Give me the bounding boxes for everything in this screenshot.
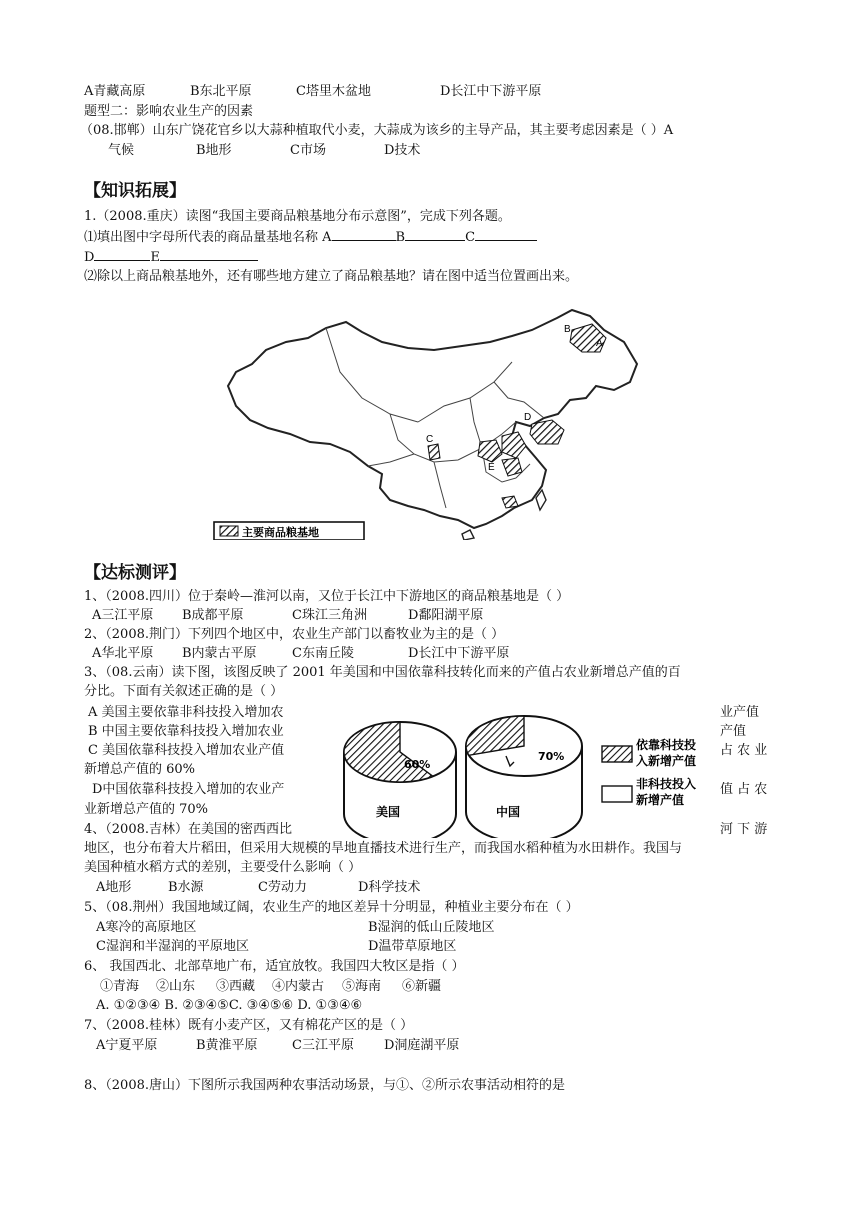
question-4-choices bbox=[96, 879, 420, 897]
answer-blank-d[interactable] bbox=[94, 248, 150, 261]
question-6-choices: A. ①②③④ B. ②③④⑤C. ③④⑤⑥ D. ①③④⑥ bbox=[96, 998, 363, 1013]
answer-blank-b[interactable] bbox=[405, 228, 465, 241]
question-8: 8、（2008.唐山）下图所示我国两种农事活动场景，与①、②所示农事活动相符的是 bbox=[84, 1078, 565, 1093]
ext-question-1a-cont bbox=[84, 248, 258, 267]
china-grain-base-map bbox=[212, 302, 662, 540]
choice: C东南丘陵 bbox=[292, 646, 354, 661]
q3-option-b-end: 产值 bbox=[720, 724, 747, 739]
question-3-line1: 3、（08.云南）读下图，该图反映了 2001 年美国和中国依靠科技转化而来的产值占农业新增总产值的百 bbox=[84, 665, 681, 680]
item: ①青海 bbox=[100, 979, 140, 994]
type2-choices bbox=[108, 142, 420, 160]
choice: A宁夏平原 bbox=[96, 1038, 158, 1053]
choice: B水源 bbox=[168, 880, 204, 895]
map-label-e: E bbox=[488, 462, 495, 473]
usa-label: 美国 bbox=[376, 805, 401, 819]
question-2-choices bbox=[92, 645, 509, 663]
q1a-prefix: ⑴填出图中字母所代表的商品量基地名称 A bbox=[84, 230, 332, 245]
choice: D鄱阳湖平原 bbox=[408, 608, 484, 623]
q3-option-d: D中国依靠科技投入增加的农业产 bbox=[92, 782, 285, 797]
choice: D长江中下游平原 bbox=[408, 646, 510, 661]
usa-cylinder bbox=[344, 722, 456, 838]
question-6-items bbox=[100, 978, 441, 996]
ext-question-1b: ⑵除以上商品粮基地外，还有哪些地方建立了商品粮基地？请在图中适当位置画出来。 bbox=[84, 269, 579, 284]
choice: B成都平原 bbox=[182, 608, 244, 623]
q1a-label-e: E bbox=[150, 250, 160, 265]
answer-blank-c[interactable] bbox=[475, 228, 537, 241]
question-1: 1、（2008.四川）位于秦岭—淮河以南，又位于长江中下游地区的商品粮基地是（ ） bbox=[84, 589, 570, 604]
question-4-line1-end: 河 下 游 bbox=[720, 822, 768, 837]
item: ②山东 bbox=[156, 979, 196, 994]
q3-option-c-end: 占 农 业 bbox=[720, 743, 768, 758]
type2-title: 题型二：影响农业生产的因素 bbox=[84, 104, 254, 119]
choice: D洞庭湖平原 bbox=[384, 1038, 460, 1053]
q3-option-a-end: 业产值 bbox=[720, 705, 760, 720]
q5-option-a: A寒冷的高原地区 bbox=[96, 920, 197, 935]
base-area-e-2 bbox=[502, 458, 522, 476]
choice: C珠江三角洲 bbox=[292, 608, 367, 623]
legend-tech-line1: 依靠科技投 bbox=[636, 738, 697, 752]
legend-non-line1: 非科技投入 bbox=[636, 777, 697, 791]
choice: B黄淮平原 bbox=[196, 1038, 258, 1053]
choices-line bbox=[84, 83, 541, 101]
choice: 气候 bbox=[108, 143, 135, 158]
section-heading-extension: 【知识拓展】 bbox=[84, 181, 186, 201]
china-percent-label: 70% bbox=[538, 750, 565, 763]
item: ④内蒙古 bbox=[272, 979, 325, 994]
q5-option-c: C湿润和半湿润的平原地区 bbox=[96, 939, 249, 954]
choice-d: D长江中下游平原 bbox=[440, 84, 542, 99]
q1a-label-d: D bbox=[84, 250, 95, 265]
base-area-pearl bbox=[502, 496, 518, 508]
legend-swatch-non-tech bbox=[602, 786, 632, 802]
choice: A华北平原 bbox=[92, 646, 154, 661]
china-cylinder bbox=[466, 716, 582, 838]
q1a-label-b: B bbox=[395, 230, 406, 245]
q3-option-c: C 美国依靠科技投入增加农业产值 bbox=[88, 743, 285, 758]
q5-option-d: D温带草原地区 bbox=[368, 939, 457, 954]
base-area-e-1 bbox=[478, 440, 502, 462]
map-label-b: B bbox=[564, 324, 571, 335]
question-4-line2: 地区，也分布着大片稻田，但采用大规模的旱地直播技术进行生产，而我国水稻种植为水田耕作。我国与 bbox=[84, 841, 683, 856]
q3-option-b: B 中国主要依靠科技投入增加农业 bbox=[88, 724, 284, 739]
choice: C市场 bbox=[290, 143, 326, 158]
map-legend-swatch bbox=[220, 526, 238, 536]
q3-option-a: A 美国主要依靠非科技投入增加农 bbox=[88, 705, 284, 720]
question-4-line3: 美国种植水稻方式的差别，主要受什么影响（ ） bbox=[84, 860, 362, 875]
choice: A三江平原 bbox=[92, 608, 154, 623]
type2-question: （08.邯郸）山东广饶花官乡以大蒜种植取代小麦，大蒜成为该乡的主导产品，其主要考虑因素是（ ）A bbox=[80, 123, 674, 138]
question-4-line1: 4、（2008.吉林）在美国的密西西比 bbox=[84, 822, 292, 837]
question-3-line2: 分比。下面有关叙述正确的是（ ） bbox=[84, 684, 284, 699]
q3-option-c-cont: 新增总产值的 60% bbox=[84, 762, 196, 777]
answer-blank-e[interactable] bbox=[160, 248, 258, 261]
map-label-d: D bbox=[524, 412, 532, 423]
question-1-choices bbox=[92, 607, 483, 625]
map-legend-text: 主要商品粮基地 bbox=[242, 526, 319, 539]
choice: D技术 bbox=[384, 143, 421, 158]
map-label-c: C bbox=[426, 434, 434, 445]
province-borders bbox=[326, 328, 544, 508]
choice: D科学技术 bbox=[358, 880, 421, 895]
item: ③西藏 bbox=[216, 979, 256, 994]
q3-option-d-cont: 业新增总产值的 70% bbox=[84, 802, 209, 817]
china-label: 中国 bbox=[496, 805, 521, 819]
question-2: 2、（2008.荆门）下列四个地区中，农业生产部门以畜牧业为主的是（ ） bbox=[84, 627, 505, 642]
question-7-choices bbox=[96, 1037, 459, 1055]
ext-question-1: 1.（2008.重庆）读图“我国主要商品粮基地分布示意图”，完成下列各题。 bbox=[84, 209, 511, 224]
q5-option-b: B湿润的低山丘陵地区 bbox=[368, 920, 495, 935]
hainan-island bbox=[462, 530, 474, 540]
map-label-a: A bbox=[596, 338, 603, 349]
question-7: 7、（2008.桂林）既有小麦产区，又有棉花产区的是（ ） bbox=[84, 1018, 414, 1033]
legend-non-line2: 新增产值 bbox=[636, 793, 685, 807]
q3-option-d-end: 值 占 农 bbox=[720, 782, 768, 797]
item: ⑥新疆 bbox=[402, 979, 442, 994]
tech-share-chart bbox=[338, 712, 720, 838]
answer-blank-a[interactable] bbox=[332, 228, 396, 241]
question-6: 6、 我国西北、北部草地广布，适宜放牧。我国四大牧区是指（ ） bbox=[84, 959, 465, 974]
choice: C三江平原 bbox=[292, 1038, 354, 1053]
legend-swatch-tech bbox=[602, 746, 632, 762]
choice-c: C塔里木盆地 bbox=[296, 84, 371, 99]
choice: A地形 bbox=[96, 880, 132, 895]
section-heading-assessment: 【达标测评】 bbox=[84, 563, 186, 583]
choice: B内蒙古平原 bbox=[182, 646, 257, 661]
choice: B地形 bbox=[196, 143, 232, 158]
choice: C劳动力 bbox=[258, 880, 307, 895]
q1a-label-c: C bbox=[465, 230, 476, 245]
usa-percent-label: 60% bbox=[404, 758, 431, 771]
item: ⑤海南 bbox=[342, 979, 382, 994]
ext-question-1a bbox=[84, 228, 537, 247]
choice-a: A青藏高原 bbox=[84, 84, 146, 99]
question-5: 5、（08.荆州）我国地域辽阔，农业生产的地区差异十分明显，种植业主要分布在（ ） bbox=[84, 900, 579, 915]
legend-tech-line2: 入新增产值 bbox=[636, 754, 697, 768]
base-area-c bbox=[428, 444, 440, 460]
base-area-d-north bbox=[530, 420, 564, 444]
choice-b: B东北平原 bbox=[190, 84, 252, 99]
base-area-d-south bbox=[502, 432, 526, 458]
